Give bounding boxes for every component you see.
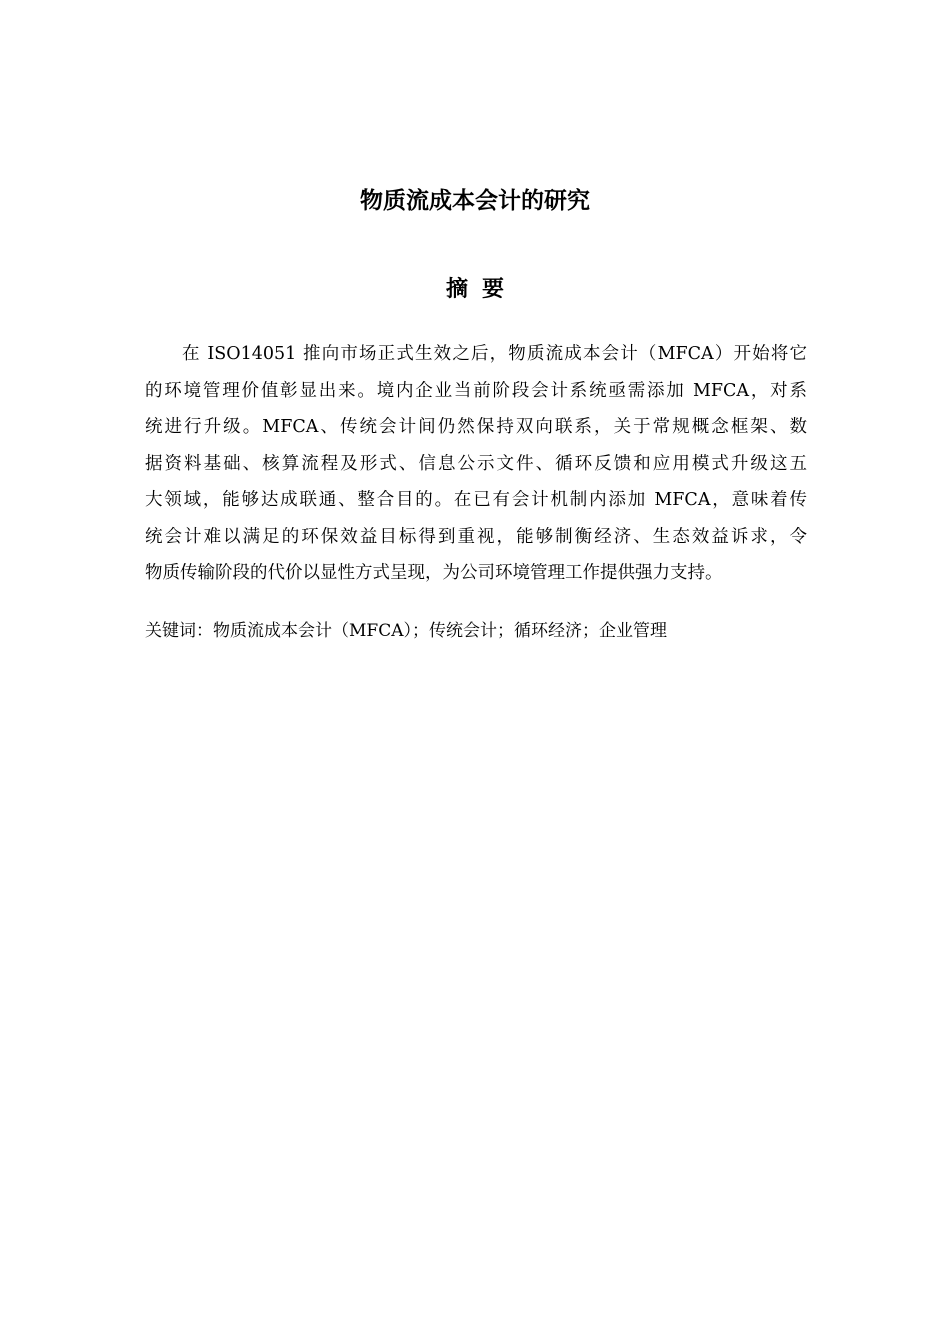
keywords-line [145, 613, 807, 649]
document-title: 物质流成本会计的研究 [360, 188, 590, 214]
abstract-line: 在 ISO14051 推向市场正式生效之后，物质流成本会计（MFCA）开始将它 [182, 344, 807, 364]
keywords-label: 关键词： [145, 621, 213, 641]
abstract-line: 统进行升级。MFCA、传统会计间仍然保持双向联系，关于常规概念框架、数 [145, 417, 807, 437]
abstract-heading [0, 274, 950, 306]
abstract-line: 物质传输阶段的代价以显性方式呈现，为公司环境管理工作提供强力支持。 [145, 563, 723, 583]
abstract-line: 大领域，能够达成联通、整合目的。在已有会计机制内添加 MFCA，意味着传 [145, 490, 807, 510]
abstract-line: 的环境管理价值彰显出来。境内企业当前阶段会计系统亟需添加 MFCA，对系 [145, 380, 807, 401]
abstract-heading-char-2: 要 [482, 277, 505, 302]
abstract-heading-char-1: 摘 [445, 277, 468, 302]
abstract-line: 统会计难以满足的环保效益目标得到重视，能够制衡经济、生态效益诉求，令 [145, 526, 807, 547]
abstract-body [145, 336, 807, 592]
abstract-line: 据资料基础、核算流程及形式、信息公示文件、循环反馈和应用模式升级这五 [145, 453, 807, 474]
keywords-text: 物质流成本会计（MFCA）；传统会计；循环经济；企业管理 [213, 621, 667, 641]
